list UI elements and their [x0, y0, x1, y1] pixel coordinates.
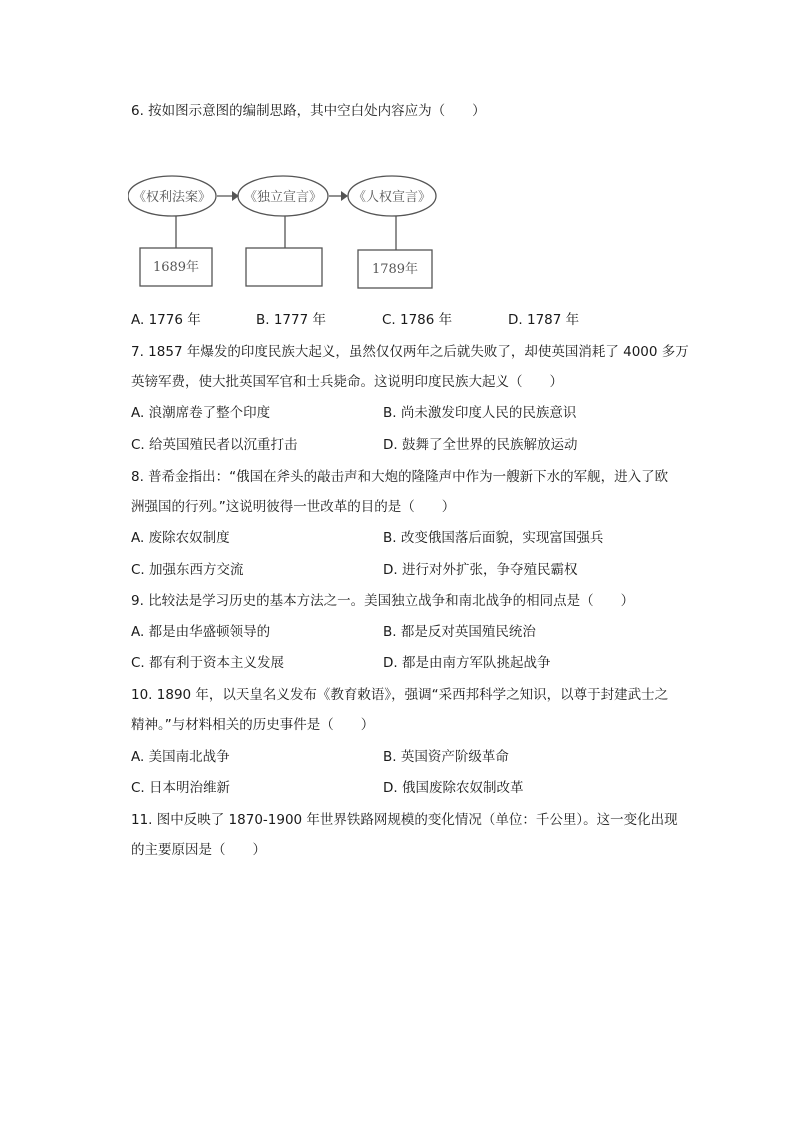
- q6-stem: 6. 按如图示意图的编制思路，其中空白处内容应为（ ）: [131, 103, 486, 119]
- q9-option-b: B. 都是反对英国殖民统治: [383, 624, 536, 640]
- year-box-2: [246, 248, 322, 286]
- q6-option-c: C. 1786 年: [382, 312, 453, 328]
- q8-stem-line2: 洲强国的行列。”这说明彼得一世改革的目的是（ ）: [131, 499, 456, 515]
- q9-option-c: C. 都有利于资本主义发展: [131, 655, 285, 671]
- q10-option-d: D. 俄国废除农奴制改革: [383, 780, 524, 796]
- q9-stem: 9. 比较法是学习历史的基本方法之一。美国独立战争和南北战争的相同点是（ ）: [131, 593, 635, 609]
- q11-stem-line1: 11. 图中反映了 1870-1900 年世界铁路网规模的变化情况（单位：千公里）。这一变化出现: [131, 812, 678, 828]
- doc-label-2: 《独立宣言》: [243, 190, 323, 205]
- q6-diagram: [128, 160, 448, 300]
- q10-option-b: B. 英国资产阶级革命: [383, 749, 509, 765]
- q6-option-d: D. 1787 年: [508, 312, 580, 328]
- doc-label-1: 《权利法案》: [132, 190, 212, 205]
- q8-option-d: D. 进行对外扩张，争夺殖民霸权: [383, 562, 578, 578]
- year-label-3: 1789年: [371, 262, 419, 277]
- q8-option-a: A. 废除农奴制度: [131, 530, 230, 546]
- q6-option-b: B. 1777 年: [256, 312, 326, 328]
- q9-option-d: D. 都是由南方军队挑起战争: [383, 655, 551, 671]
- q10-option-a: A. 美国南北战争: [131, 749, 230, 765]
- q10-stem-line2: 精神。”与材料相关的历史事件是（ ）: [131, 717, 375, 733]
- q7-stem-line2: 英镑军费，使大批英国军官和士兵毙命。这说明印度民族大起义（ ）: [131, 374, 563, 390]
- doc-label-3: 《人权宣言》: [352, 190, 432, 205]
- q7-option-c: C. 给英国殖民者以沉重打击: [131, 437, 298, 453]
- year-label-1: 1689年: [152, 260, 200, 275]
- q7-stem-line1: 7. 1857 年爆发的印度民族大起义，虽然仅仅两年之后就失败了，却使英国消耗了 4000 多万: [131, 344, 689, 360]
- q8-option-b: B. 改变俄国落后面貌，实现富国强兵: [383, 530, 604, 546]
- q8-option-c: C. 加强东西方交流: [131, 562, 244, 578]
- q7-option-d: D. 鼓舞了全世界的民族解放运动: [383, 437, 578, 453]
- q10-stem-line1: 10. 1890 年，以天皇名义发布《教育敕语》，强调“采西邦科学之知识，以尊于封建武士之: [131, 687, 669, 703]
- q10-option-c: C. 日本明治维新: [131, 780, 231, 796]
- q8-stem-line1: 8. 普希金指出：“俄国在斧头的敲击声和大炮的隆隆声中作为一艘新下水的军舰，进入了欧: [131, 469, 669, 485]
- arrow-right-icon: [341, 191, 348, 201]
- q7-option-a: A. 浪潮席卷了整个印度: [131, 405, 271, 421]
- q7-option-b: B. 尚未激发印度人民的民族意识: [383, 405, 577, 421]
- timeline-diagram: [128, 160, 448, 300]
- q9-option-a: A. 都是由华盛顿领导的: [131, 624, 271, 640]
- q6-option-a: A. 1776 年: [131, 312, 201, 328]
- q11-stem-line2: 的主要原因是（ ）: [131, 842, 266, 858]
